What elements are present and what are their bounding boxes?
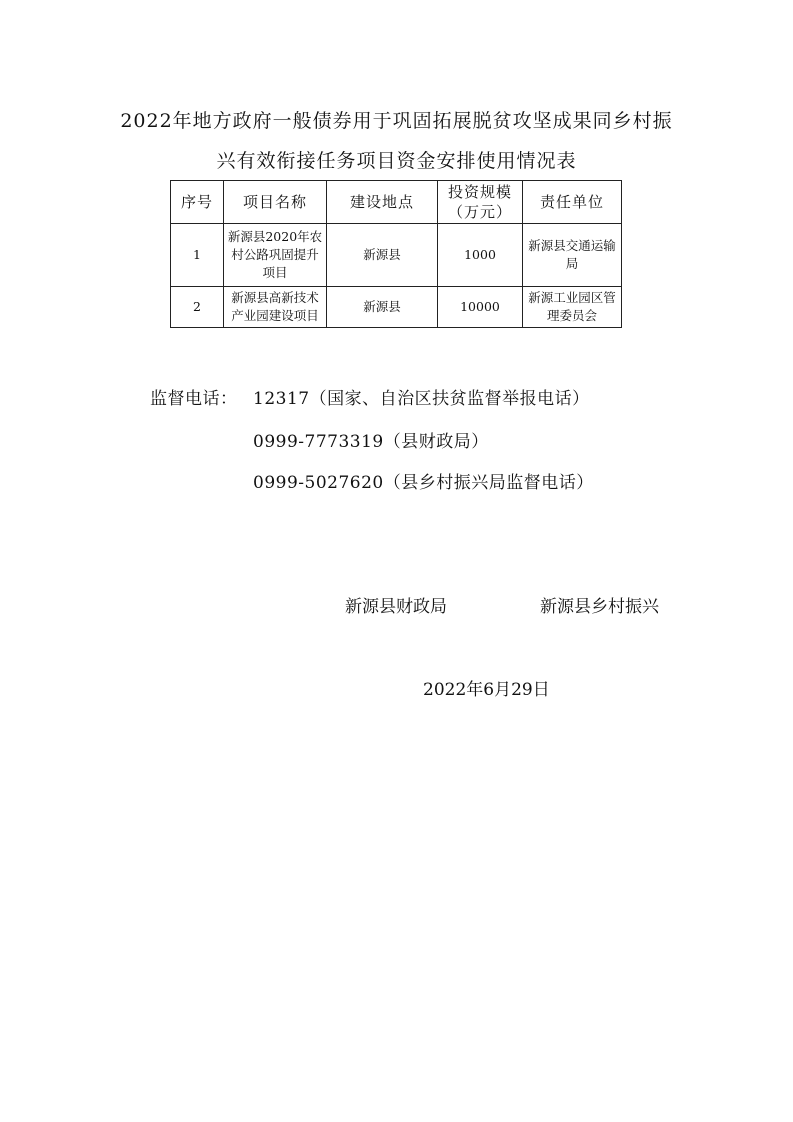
cell-responsible-unit-line: 局: [565, 256, 579, 271]
table-header-row: [171, 181, 622, 224]
cell-seq: 1: [171, 224, 224, 287]
header-location: 建设地点: [327, 181, 438, 224]
cell-project-name: [224, 287, 327, 328]
cell-responsible-unit: [523, 287, 622, 328]
signature-rural-revitalization-bureau: 新源县乡村振兴: [540, 597, 659, 617]
header-investment: [438, 181, 523, 224]
cell-project-name-line: 项目: [262, 265, 288, 280]
header-project-name: 项目名称: [224, 181, 327, 224]
header-investment-line-2: （万元）: [447, 203, 512, 221]
header-responsible-unit: 责任单位: [523, 181, 622, 224]
cell-project-name-line: 新源县2020年农: [227, 229, 323, 244]
cell-responsible-unit-line: 新源县交通运输: [528, 238, 616, 253]
table-row: [171, 224, 622, 287]
document-title-line-1: 2022年地方政府一般债券用于巩固拓展脱贫攻坚成果同乡村振: [120, 110, 673, 132]
cell-project-name-line: 新源县高新技术: [231, 290, 319, 305]
cell-location: 新源县: [327, 287, 438, 328]
supervision-phone-finance-bureau: 0999-7773319（县财政局）: [253, 432, 489, 452]
cell-project-name: [224, 224, 327, 287]
document-date: 2022年6月29日: [423, 680, 550, 700]
fund-allocation-table: [170, 180, 622, 328]
cell-project-name-line: 村公路巩固提升: [231, 247, 319, 262]
cell-seq: 2: [171, 287, 224, 328]
signature-finance-bureau: 新源县财政局: [345, 597, 447, 617]
supervision-phone-rural-bureau: 0999-5027620（县乡村振兴局监督电话）: [253, 473, 594, 493]
header-investment-line-1: 投资规模: [447, 183, 512, 201]
cell-responsible-unit-line: 新源工业园区管: [528, 290, 616, 305]
document-title-line-2: 兴有效衔接任务项目资金安排使用情况表: [216, 150, 577, 172]
cell-investment: 10000: [438, 287, 523, 328]
cell-project-name-line: 产业园建设项目: [231, 308, 319, 323]
cell-location: 新源县: [327, 224, 438, 287]
supervision-phone-label: 监督电话：: [150, 389, 238, 409]
cell-responsible-unit: [523, 224, 622, 287]
supervision-phone-national: 12317（国家、自治区扶贫监督举报电话）: [253, 389, 590, 409]
cell-investment: 1000: [438, 224, 523, 287]
header-seq: 序号: [171, 181, 224, 224]
table-row: [171, 287, 622, 328]
cell-responsible-unit-line: 理委员会: [546, 308, 597, 323]
